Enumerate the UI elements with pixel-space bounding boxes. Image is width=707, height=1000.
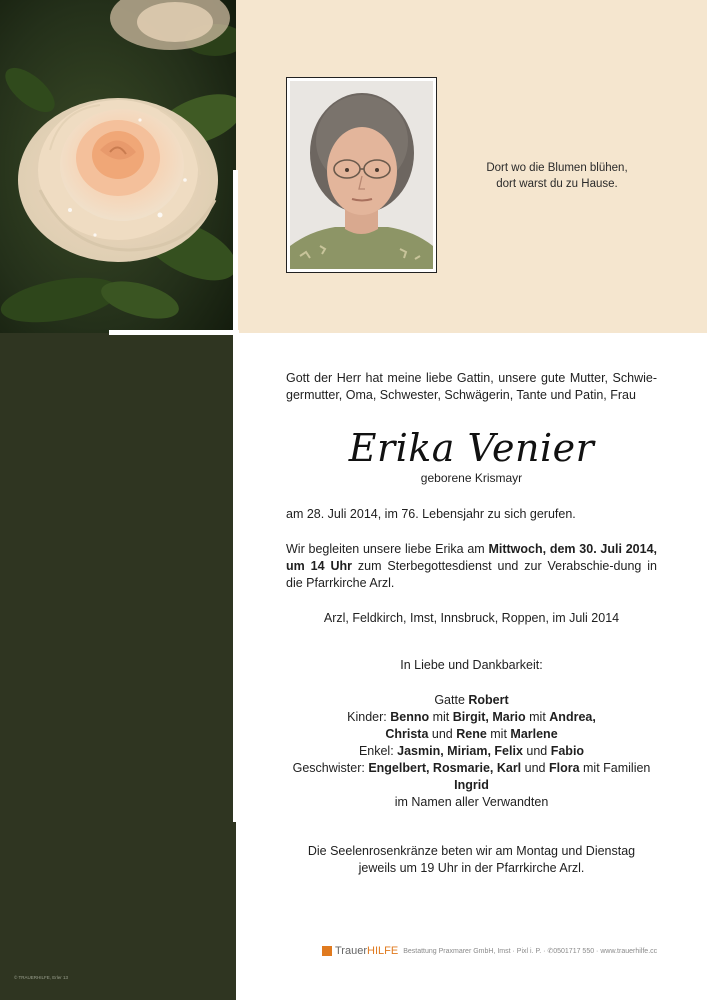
side-strip [0,333,236,1000]
kinder-label: Kinder: [347,710,391,724]
rosary-paragraph [286,843,657,877]
enkel-label: Enkel: [358,744,398,758]
intro-paragraph: Gott der Herr hat meine liebe Gattin, unsere gute Mutter, Schwie-germutter, Oma, Schwester, Schwägerin, Tante und Patin, Frau [286,371,657,402]
kinder-name: Andrea, [549,710,596,724]
portrait-photo [290,81,433,269]
family-line-enkel [286,743,657,760]
rosary-line-2: jeweils um 19 Uhr in der Pfarrkirche Arzl. [358,861,585,875]
motto-line-2: dort warst du zu Hause. [496,178,618,190]
family-line-kinder [286,709,657,726]
mit-word: mit [525,710,550,724]
enkel-names: Jasmin, Miriam, Felix [397,744,523,758]
cross-vertical-bar [233,170,238,822]
funeral-text-2: zum Sterbegottesdienst und zur Verabschie-dung in die Pfarrkirche Arzl. [286,559,657,590]
und-word: und [521,761,549,775]
mit-word: mit [486,727,511,741]
deceased-name: Erika Venier [348,426,595,470]
funeral-date: Mittwoch, dem 30. Juli 2014, um 14 Uhr [286,542,657,573]
funeral-paragraph [286,541,657,592]
gatte-label: Gatte [434,693,469,707]
rose-image [0,0,236,333]
family-line-closing: im Namen aller Verwandten [394,795,549,809]
geschwister-label: Geschwister: [292,761,369,775]
funeral-text-1: Wir begleiten unsere liebe Erika am [286,542,489,556]
kinder-name: Christa [385,727,429,741]
cross-horizontal-bar [109,330,239,335]
death-date-paragraph: am 28. Juli 2014, im 76. Lebensjahr zu sich gerufen. [286,507,576,521]
trauerhilfe-logo-icon [322,946,332,956]
memorial-motto [462,160,652,192]
kinder-name: Benno [390,710,430,724]
birth-name: geborene Krismayr [420,471,523,485]
enkel-name: Fabio [550,744,585,758]
family-line-kinder-cont [286,726,657,743]
rosary-line-1: Die Seelenrosenkränze beten wir am Montag und Dienstag [307,844,636,858]
geschwister-names: Engelbert, Rosmarie, Karl [368,761,522,775]
geschwister-name: Flora [548,761,580,775]
footer [322,945,657,957]
family-list [286,692,657,811]
rose-photo [0,0,236,333]
motto-line-1: Dort wo die Blumen blühen, [486,162,628,174]
obituary-text [286,370,657,877]
footer-contact: Bestattung Praxmarer GmbH, Imst · Pixl i. P. · ✆0501717 550 · www.trauerhilfe.cc [403,948,658,955]
family-line-geschwister [286,760,657,777]
gatte-name: Robert [468,693,509,707]
portrait-frame [286,77,437,273]
trauerhilfe-logo [335,945,398,957]
kinder-name: Marlene [510,727,558,741]
mit-word: mit [429,710,453,724]
family-line-extra [286,777,657,794]
und-word: und [428,727,457,741]
logo-text-b: HILFE [367,945,399,957]
kinder-name: Rene [456,727,487,741]
und-word: und [522,744,551,758]
geschwister-suffix: mit Familien [579,761,651,775]
places-date-line: Arzl, Feldkirch, Imst, Innsbruck, Roppen, im Juli 2014 [323,611,620,625]
kinder-name: Birgit, Mario [452,710,526,724]
copyright-note: © TRAUERHILFE, Erler 13 [14,975,68,980]
logo-text-a: Trauer [335,945,367,957]
geschwister-extra-name: Ingrid [454,778,489,792]
love-gratitude-line: In Liebe und Dankbarkeit: [400,658,543,672]
family-line-gatte [286,692,657,709]
